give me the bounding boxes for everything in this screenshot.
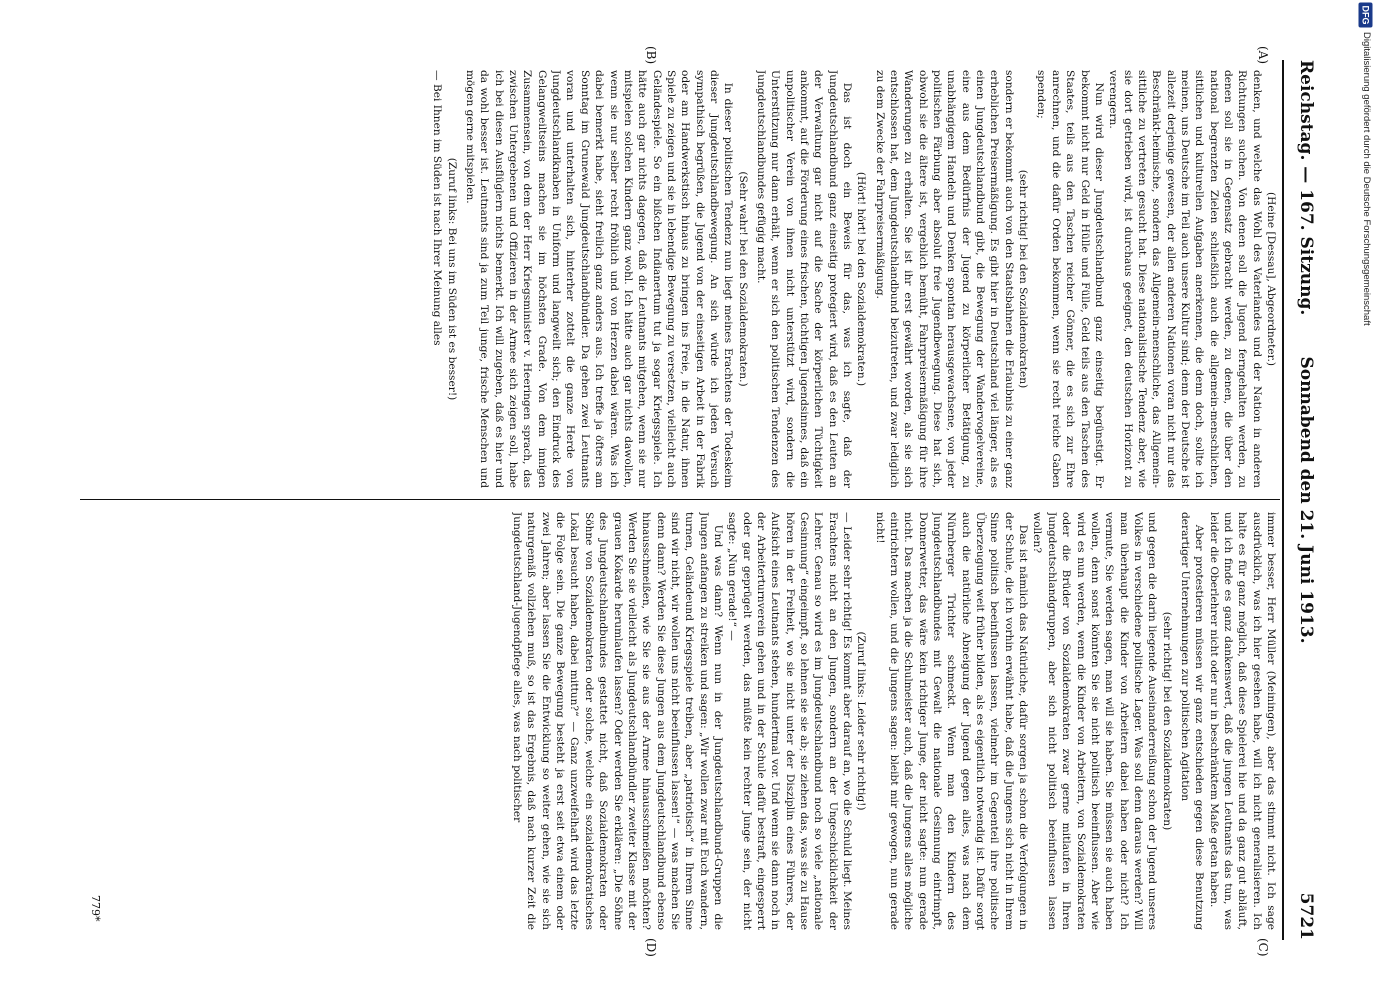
margin-mark-b: (B) <box>644 46 658 65</box>
margin-mark-a: (A) <box>1256 46 1270 65</box>
header-rule <box>1282 60 1284 940</box>
paragraph: immer besser, Herr Müller (Meiningen), aber das stimmt nicht. Ich sage ausdrücklich, was ich hier gesehen habe, will ich nicht generalisieren. Ich halte es für ganz möglich, daß diese Spielerei hie und da ganz gut abläuft, und ich finde es ganz dankenswert, daß die jungen Leutnants das tun, was leider die Oberlehrer nicht oder nur in beschränktem Maße getan haben. <box>1207 512 1277 930</box>
header-session-title: Reichstag. — 167. Sitzung. <box>1296 60 1316 316</box>
signature-code: 779* <box>89 895 102 922</box>
paragraph: sondern er bekommt auch von den Staatsbahnen die Erlaubnis zu einer ganz erheblichen Preisermäßigung. Es gibt hier in Deutschland viel länger, als es einen Jungdeutschlandbund gibt, die Bewegung der Wandervogelvereine, eine aus dem Bedürfnis der Jugend zu körperlicher Betätigung, zu unabhängigem Handeln und Denken spontan herausgewachsene, von jeder politischen Färbung aber absolut freie Jugendbewegung. Diese hat sich, obwohl sie die ältere ist, vergeblich bemüht, Fahrpreisermäßigung für ihre Wanderungen zu erhalten. Sie ist ihr erst gewährt worden, als sie sich entschlossen hat, dem Jungdeutschlandbund beizutreten, und zwar lediglich zu dem Zwecke der Fahrpreisermäßigung. <box>873 70 1015 488</box>
digitization-note <box>1360 5 1383 600</box>
text-column-right <box>83 512 1278 930</box>
paragraph: und gegen die darin liegende Auseinanderreißung schon der Jugend unseres Volkes in verschiedene politische Lager. Was soll denn daraus werden? Will man überhaupt die Kinder von Arbeitern dabei haben oder nicht? Ich vermute, Sie werden sagen, man will sie haben. Sie müssen sie auch haben wollen, denn sonst könnten Sie sie nicht politisch beeinflussen. Aber wie wird es nun werden, wenn die Kinder von Arbeitern, von Sozialdemokraten oder die Brüder von Sozialdemokraten zwar gerne mitlaufen in Ihren Jungdeutschlandgruppen, aber sich nicht politisch beeinflussen lassen wollen? <box>1031 512 1159 930</box>
paragraph: — Leider sehr richtig! Es kommt aber darauf an, wo die Schuld liegt. Meines Erachtens nicht an den Jungen, sondern an der Ungeschicklichkeit der Lehrer. Genau so wird es im Jungdeutschlandbund noch so viele „nationale Gesinnung“ eingeimpft, so lehnen sie sie ab; sie ziehen das, was sie zu Hause hören in der Freiheit, wo sie nicht unter der Disziplin eines Führers, der Aufsicht eines Leutnants stehen, hundertmal vor. Und wenn sie dann noch in der Arbeiterturnverein gehen und in der Schule dafür bestraft, eingesperrt oder gar geprügelt werden, das müßte kein rechter Junge sein, der nicht sagte: „Nun gerade!“ — <box>726 512 854 930</box>
digitization-credit: Digitalisierung gefördert durch die Deutsche Forschungsgemeinschaft <box>1361 32 1372 326</box>
interjection: (Zuruf links: Leider sehr richtig!) <box>855 631 868 811</box>
paragraph: — Bei Ihnen im Süden ist nach Ihrer Meinung alles <box>431 70 444 346</box>
paragraph: Und was dann? Wenn nun in der Jungdeutschlandbund-Gruppen die Jungen anfangen zu streiken und sagen: „Wir wollen zwar mit Euch wandern, turnen, Geländeund Kriegsspiele treiben, aber „patriotisch“ in Ihrem Sinne sind wir nicht, wir wollen uns nicht beeinflussen lassen!“ — was machen Sie denn dann? Werden Sie diese Jungen aus dem Jungdeutschlandbund ebenso hinausschmeißen, wie Sie sie aus der Armee hinausschmeißen möchten? Werden Sie sie vielleicht als Jungdeutschlandbündler zweiter Klasse mit der grauen Kokarde herumlaufen lassen? Oder werden Sie erklären: „Die Söhne des Jungdeutschlandbundes gestattet nicht, daß Sozialdemokraten oder Söhne von Sozialdemokraten oder solche, welche ein sozialdemokratisches Lokal besucht haben, dabei mittun?“ — Ganz unzweifelhaft wird das letzte die Folge sein. Die ganze Bewegung besteht ja erst seit etwa einem oder zwei Jahren; aber lassen Sie die Entwicklung so weiter gehen, wie sie sich naturgemäß vollziehen muß, so ist das Ergebnis, daß nach kurzer Zeit die Jungdeutschland-Jugendpflege alles, was nach politischer <box>511 512 724 930</box>
interjection: (Sehr wahr! bei den Sozialdemokraten.) <box>736 171 749 387</box>
page-header <box>1286 60 1316 940</box>
interjection: (sehr richtig! bei den Sozialdemokraten) <box>1017 169 1030 389</box>
dfg-logo: DFG <box>1359 3 1373 28</box>
paragraph: Das ist doch ein Beweis für das, was ich sagte, daß der Jungdeutschlandbund ganz einseitig protegiert wird, daß es den Leuten an der Verwaltung gar nicht auf die Sache der körperlichen Tüchtigkeit ankommt, auf die Förderung eines frischen, tüchtigen Jugendsinnes, daß ein unpolitischer Verein von ihnen nicht unterstützt wird, sondern die Unterstützung nur dann erhält, wenn er sich den politischen Tendenzen des Jungdeutschlandbundes gefügig macht. <box>754 70 854 488</box>
margin-mark-d: (D) <box>644 938 658 957</box>
paragraph: In dieser politischen Tendenz nun liegt meines Erachtens der Todeskeim dieser Jungdeutschlandbewegung. An sich würde ich jeden Versuch sympathisch begrüßen, die Jugend von der einseitigen Arbeit in der Fabrik oder am Handwerkstisch hinaus zu bringen ins Freie, in die Natur, ihnen Spiele zu zeigen und sie in lebendige Bewegung zu versetzen, vielleicht auch Geländespiele. So ein bißchen Indianertum tut ja sogar Kriegsspiele. Ich hätte auch gar nichts dagegen, daß die Leutnants mitgehen, wenn sie nur mitspielen solchen Kindern ganz wohl. Ich hätte auch gar nichts dawollen, wenn sie nur selber recht fröhlich und von Herzen dabei wären. Was ich dabei bemerkt habe, sieht freilich ganz anders aus. Ich treffe ja öfters am Sonntag im Grunewald Jungdeutschlandbündler. Da gehen zwei Leutnants voran und unterhalten sich, hinterher zottelt die ganze Herde von Jungdeutschlandknaben in Uniform und langweilt sich; den Eindruck des Gelangweiltseins machen sie im höchsten Grade. Von dem innigen Zusammensein, von dem der Herr Kriegsminister v. Heeringen sprach, das zwischen Untergebenen und Offizieren in der Armee sich zeigen soll, habe ich bei diesen Ausflüglern nichts bemerkt. Ich will zugeben, daß es hier und da wohl besser ist. Leutnants sind ja zum Teil junge, frische Menschen und mögen gerne mitspielen. <box>464 70 735 488</box>
interjection: (Zuruf links: Bei uns im Süden ist es besser!) <box>445 157 458 401</box>
interjection: (Hört! hört! bei den Sozialdemokraten.) <box>855 171 868 387</box>
paragraph: denken, und welche das Wohl des Vaterlandes und der Nation in anderen Richtungen suchen. Von denen soll die Jugend ferngehalten werden, zu denen soll sie in Gegensatz gebracht werden, zu denen, die über den national begrenzten Zielen schließlich auch die allgemein-menschlichen, sittlichen und kulturellen Aufgaben anerkennen, die denn doch, sollte ich meinen, uns Deutsche im Teil auch unsere Kultur sind; denn der Deutsche ist allezeit derjenige gewesen, der allen anderen Nationen voran nicht nur das Beschränkt-heimische, sondern das Allgemein-menschliche, das Allgemein-sittliche zu vertreten gesucht hat. Diese nationalistische Tendenz aber, wie sie dort getrieben wird, ist durchaus geeignet, den deutschen Horizont zu verengern. <box>1107 70 1263 488</box>
document-page <box>60 40 1330 960</box>
paragraph: Aber protestieren müssen wir ganz entschieden gegen diese Benutzung derartiger Unternehmungen zur politischen Agitation <box>1178 512 1206 930</box>
paragraph: Nun wird dieser Jungdeutschlandbund ganz einseitig begünstigt. Er bekommt nicht nur Geld in Hülle und Fülle, Geld teils aus den Taschen des Staates, teils aus den Taschen reicher Gönner, die es sich zur Ehre anrechnen, und die dafür Orden bekommen, wenn sie recht reiche Gaben spenden; <box>1035 70 1105 488</box>
margin-mark-c: (C) <box>1256 938 1270 957</box>
paragraph: Das ist nämlich das Natürliche, dafür sorgen ja schon die Verfolgungen in der Schule, die ich vorhin erwähnt habe, daß die Jungens sich nicht in Ihrem Sinne politisch beeinflussen lassen, vielmehr im Gegenteil ihre politische Überzeugung weit früher bilden, als es eigentlich notwendig ist. Dafür sorgt auch die natürliche Abneigung der Jugend gegen alles, was nach dem Nürnberger Trichter schmeckt. Wenn man den Kindern des Jungdeutschlandbundes mit Gewalt die nationale Gesinnung eintrimpft, Donnerwetter, das wäre kein richtiger Junge, der nicht sagte: nun gerade nicht. Das machen ja die Schulmeister auch, daß die Jungens alles mögliche eintrichtern wollen, und die Jungens sagen: bleibt mir gewogen, nun gerade nicht! <box>873 512 1030 930</box>
text-column-left <box>83 70 1278 488</box>
header-page-number: 5721 <box>1296 892 1316 940</box>
speaker-line: (Heine [Dessau], Abgeordneter.) <box>1265 192 1277 366</box>
interjection: (sehr richtig! bei den Sozialdemokraten) <box>1160 611 1173 831</box>
header-date: Sonnabend den 21. Juni 1913. <box>1296 356 1316 644</box>
column-rule <box>80 499 1280 500</box>
